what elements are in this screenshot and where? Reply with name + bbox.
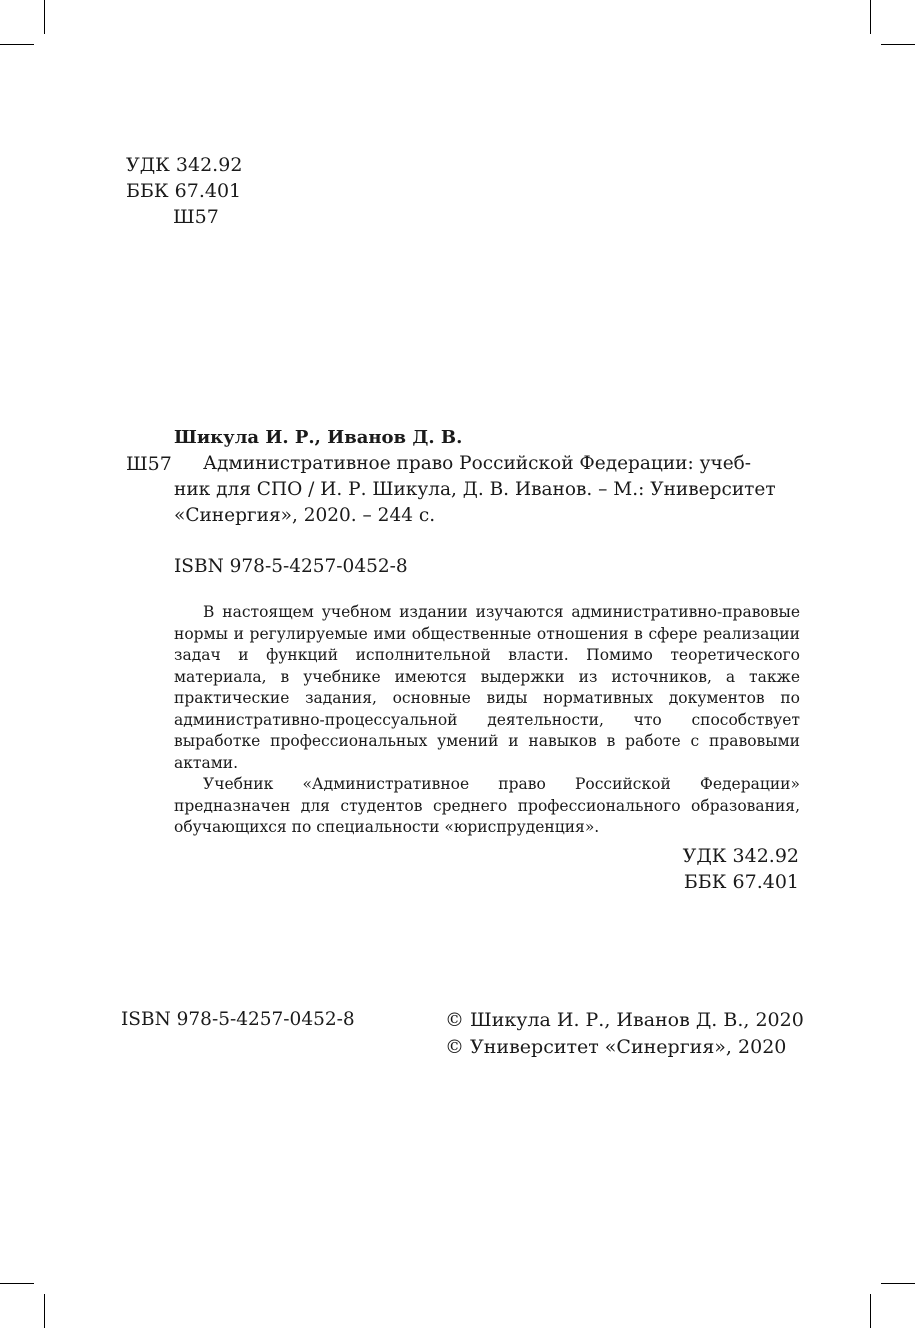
bibliographic-citation	[174, 451, 800, 529]
copyright-block	[445, 1007, 804, 1061]
author-mark: Ш57	[173, 206, 219, 228]
isbn: ISBN 978-5-4257-0452-8	[174, 556, 408, 577]
classification-right	[683, 843, 799, 895]
crop-mark-bottom-right-vertical	[870, 1294, 871, 1328]
udk-code-right: УДК 342.92	[682, 845, 799, 867]
udk-code: УДК 342.92	[126, 154, 243, 176]
crop-mark-top-right-horizontal	[881, 44, 915, 45]
isbn-footer: ISBN 978-5-4257-0452-8	[121, 1009, 355, 1030]
bbk-code: ББК 67.401	[126, 180, 242, 202]
citation-line: ник для СПО / И. Р. Шикула, Д. В. Иванов. – М.: Университет	[174, 479, 776, 500]
crop-mark-bottom-right-horizontal	[881, 1283, 915, 1284]
crop-mark-top-left-horizontal	[0, 44, 34, 45]
authors-heading: Шикула И. Р., Иванов Д. В.	[174, 427, 463, 448]
author-mark-code: Ш57	[126, 453, 172, 475]
crop-mark-top-left-vertical	[44, 0, 45, 34]
annotation-paragraph: Учебник «Административное право Российской Федерации» предназначен для студентов среднего профессионального образования, обучающихся по специальности «юриспруденция».	[174, 775, 800, 836]
annotation	[174, 602, 800, 839]
bbk-code-right: ББК 67.401	[683, 871, 799, 893]
copyright-authors: © Шикула И. Р., Иванов Д. В., 2020	[445, 1009, 804, 1031]
copyright-publisher: © Университет «Синергия», 2020	[445, 1036, 787, 1058]
annotation-paragraph: В настоящем учебном издании изучаются административно-правовые нормы и регулируемые ими общественные отношения в сфере реализации задач и функций исполнительной власти. Помимо теоретического материала, в учебнике имеются выдержки из источников, а также практические задания, основные виды нормативных документов по административно-процессуальной деятельности, что способствует выработке профессиональных умений и навыков в работе с правовыми актами.	[174, 603, 800, 772]
crop-mark-top-right-vertical	[870, 0, 871, 34]
citation-line: «Синергия», 2020. – 244 с.	[174, 505, 436, 526]
crop-mark-bottom-left-horizontal	[0, 1283, 34, 1284]
citation-line: Административное право Российской Федерации: учеб-	[203, 453, 752, 474]
crop-mark-bottom-left-vertical	[44, 1294, 45, 1328]
classification-block	[126, 152, 242, 230]
